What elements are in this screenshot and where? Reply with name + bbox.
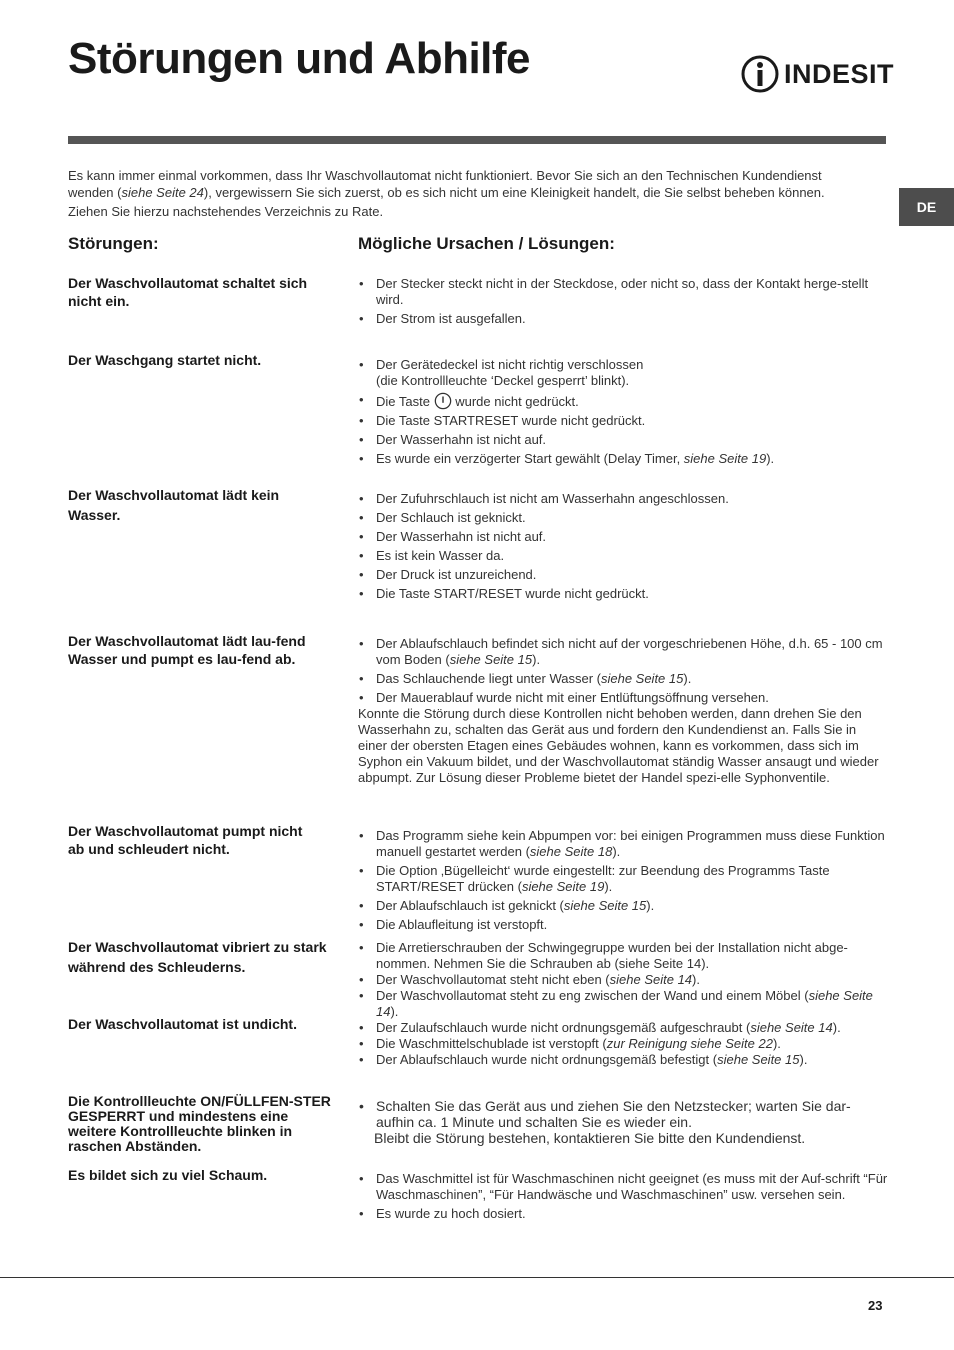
cause-item: • Der Stecker steckt nicht in der Steckdose, oder nicht so, dass der Kontakt herge-stellt wird. [358,276,888,308]
cause-note: Konnte die Störung durch diese Kontrollen nicht behoben werden, dann drehen Sie den Wasserhahn zu, schalten das Gerät aus und fordern den Kundendienst an. Falls Sie in einer der obersten Etagen eines Gebäudes wohnen, kann es vorkommen, dass sich im Syphon ein Vakuum bildet, und der Waschvollautomat ständig Wasser ansaugt und wieder abpumpt. Zur Lösung dieser Probleme bietet der Handel spezi-elle Syphonventile. [358,706,879,785]
fault-item: Es bildet sich zu viel Schaum. [68,1167,268,1183]
cause-item: • Der Schlauch ist geknickt. [358,510,888,526]
cause-item: • Schalten Sie das Gerät aus und ziehen Sie den Netzstecker; warten Sie dar-aufhin ca. 1 Minute und schalten Sie es wieder ein. [358,1098,888,1130]
intro-line: Ziehen Sie hierzu nachstehendes Verzeichnis zu Rate. [68,204,384,219]
fault-item: Der Waschgang startet nicht. [68,352,262,368]
causes-list [358,491,888,605]
cause-item: • Die Taste STARTRESET wurde nicht gedrückt. [358,413,888,429]
cause-item: • Der Zulaufschlauch wurde nicht ordnungsgemäß aufgeschraubt (siehe Seite 14). [358,1020,888,1036]
cause-item: • Die Taste START/RESET wurde nicht gedrückt. [358,586,888,602]
cause-item: • Es wurde zu hoch dosiert. [358,1206,888,1222]
intro-line: Es kann immer einmal vorkommen, dass Ihr Waschvollautomat nicht funktioniert. Bevor Sie sich an den Technischen Kundendienst [68,168,822,183]
cause-item: • Die Ablaufleitung ist verstopft. [358,917,888,933]
footer-divider [0,1277,954,1278]
indesit-logo-icon [740,54,780,94]
cause-item: • Der Ablaufschlauch befindet sich nicht auf der vorgeschriebenen Höhe, d.h. 65 - 100 cm vom Boden (siehe Seite 15). [358,636,888,668]
cause-item: • Die Taste wurde nicht gedrückt. [358,392,888,410]
cause-item: • Der Ablaufschlauch ist geknickt (siehe Seite 15). [358,898,888,914]
brand-name: INDESIT [784,58,895,89]
cause-item: • Die Option ‚Bügelleicht‘ wurde eingestellt: zur Beendung des Programms Taste START/RESET drücken (siehe Seite 19). [358,863,888,895]
page-title: Störungen und Abhilfe [68,34,531,83]
fault-item: Die Kontrollleuchte ON/FÜLLFEN-STER GESPERRT und mindestens eine weitere Kontrollleuchte blinken in raschen Abständen. [68,1093,331,1154]
power-button-icon [434,392,452,410]
indesit-logo [740,54,894,94]
fault-item: Der Waschvollautomat pumpt nicht ab und schleudert nicht. [68,823,303,857]
cause-item: • Die Arretierschrauben der Schwingegruppe wurden bei der Installation nicht abge-nommen. Nehmen Sie die Schrauben ab (siehe Seite 14). [358,940,888,972]
language-tab: DE [899,188,954,226]
cause-item: • Der Wasserhahn ist nicht auf. [358,529,888,545]
cause-item: • Der Gerätedeckel ist nicht richtig verschlossen (die Kontrollleuchte ‘Deckel gesperrt’ blinkt). [358,357,888,389]
cause-item: • Der Wasserhahn ist nicht auf. [358,432,888,448]
cause-item: • Der Waschvollautomat steht zu eng zwischen der Wand und einem Möbel (siehe Seite 14). [358,988,888,1020]
cause-item: • Der Strom ist ausgefallen. [358,311,888,327]
fault-item: Der Waschvollautomat ist undicht. [68,1016,297,1032]
fault-item: Der Waschvollautomat schaltet sich nicht ein. [68,275,308,309]
cause-item: • Das Waschmittel ist für Waschmaschinen nicht geeignet (es muss mit der Auf-schrift “Für Waschmaschinen”, “Für Handwäsche und Waschmaschinen” usw. versehen sein. [358,1171,888,1203]
causes-list [358,1098,888,1146]
intro-text [68,167,886,220]
causes-heading: Mögliche Ursachen / Lösungen: [358,234,615,253]
cause-item: • Der Zufuhrschlauch ist nicht am Wasserhahn angeschlossen. [358,491,888,507]
causes-list [358,828,888,936]
cause-item: • Es wurde ein verzögerter Start gewählt (Delay Timer, siehe Seite 19). [358,451,888,467]
causes-list [358,357,888,470]
cause-item: • Das Schlauchende liegt unter Wasser (siehe Seite 15). [358,671,888,687]
cause-item: • Die Waschmittelschublade ist verstopft (zur Reinigung siehe Seite 22). [358,1036,888,1052]
causes-list [358,940,888,1068]
causes-list [358,636,888,786]
causes-list [358,1171,888,1225]
cause-item: • Der Waschvollautomat steht nicht eben (siehe Seite 14). [358,972,888,988]
causes-list [358,276,888,330]
cause-item: • Es ist kein Wasser da. [358,548,888,564]
header-divider [68,136,886,144]
intro-line: wenden (siehe Seite 24), vergewissern Sie sich zuerst, ob es sich nicht um eine Kleinigkeit handelt, die Sie selbst beheben können. [68,185,825,200]
cause-item: • Der Mauerablauf wurde nicht mit einer Entlüftungsöffnung versehen. [358,690,888,706]
cause-note: Bleibt die Störung bestehen, kontaktieren Sie bitte den Kundendienst. [374,1130,806,1146]
page-number: 23 [868,1298,883,1313]
fault-item: Der Waschvollautomat vibriert zu stark während des Schleuderns. [68,939,327,975]
fault-item: Der Waschvollautomat lädt kein Wasser. [68,487,280,523]
faults-heading: Störungen: [68,234,159,253]
cause-item: • Das Programm siehe kein Abpumpen vor: bei einigen Programmen muss diese Funktion manuell gestartet werden (siehe Seite 18). [358,828,888,860]
cause-item: • Der Druck ist unzureichend. [358,567,888,583]
cause-item: • Der Ablaufschlauch wurde nicht ordnungsgemäß befestigt (siehe Seite 15). [358,1052,888,1068]
fault-item: Der Waschvollautomat lädt lau-fend Wasser und pumpt es lau-fend ab. [68,633,306,667]
